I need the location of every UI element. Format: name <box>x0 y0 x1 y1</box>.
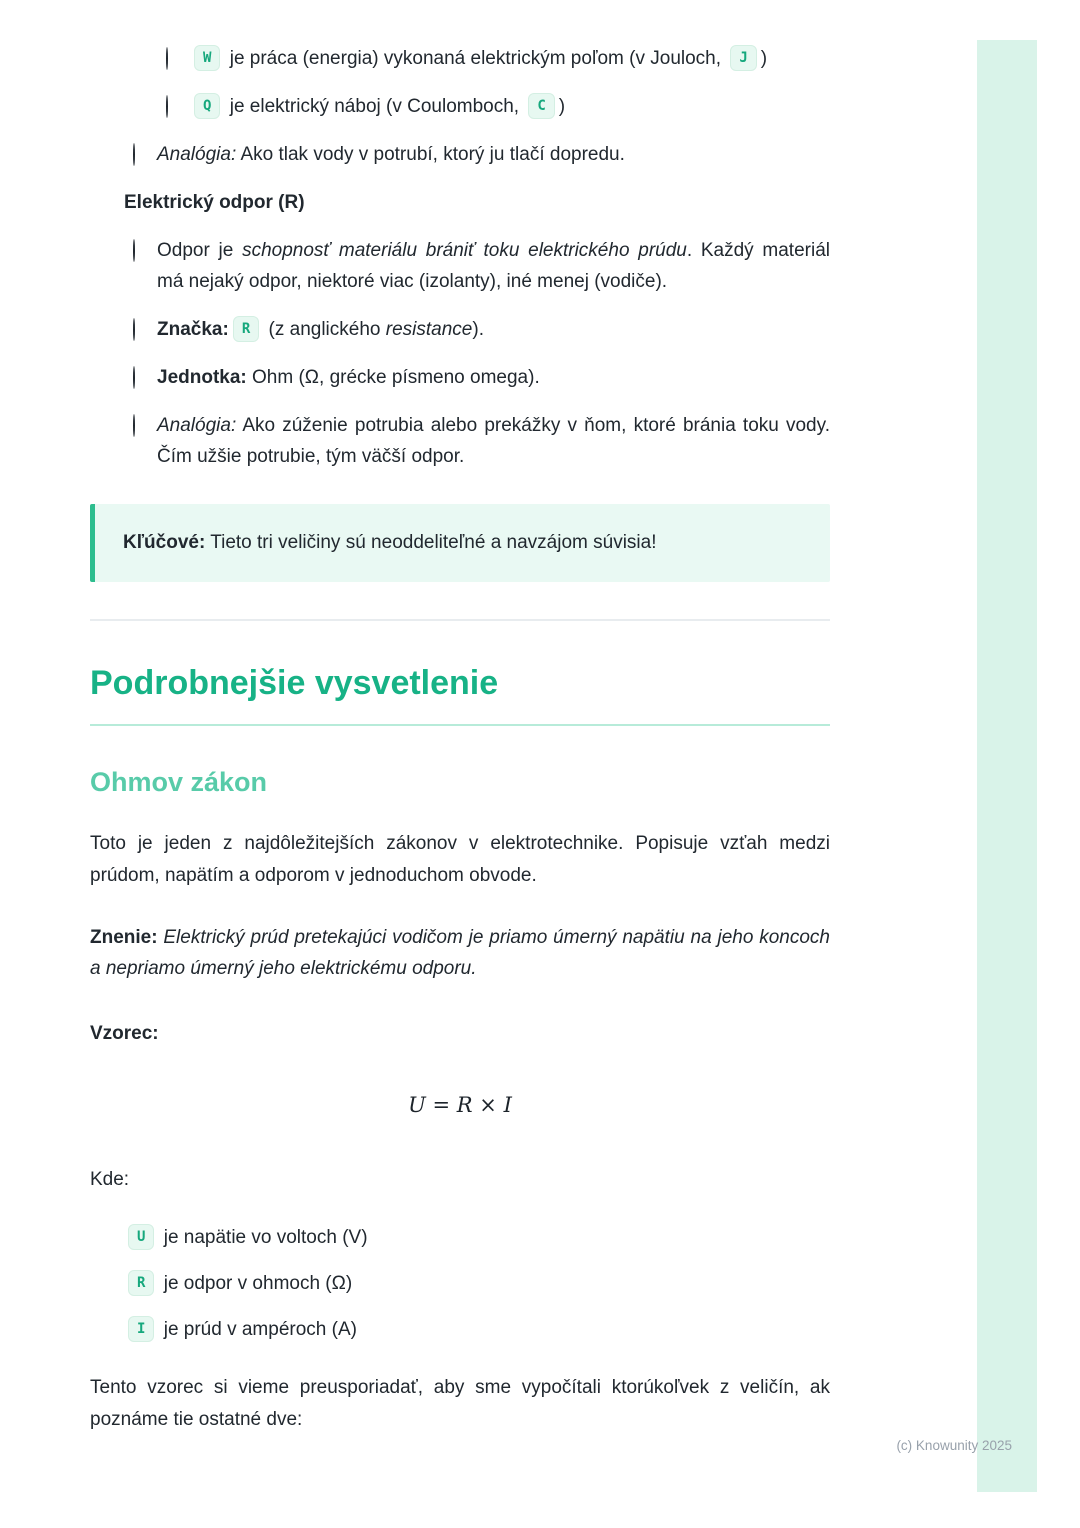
list-item-text <box>124 188 830 219</box>
bullet-disc-icon <box>100 1269 124 1300</box>
znacka-label: Značka: <box>157 318 229 340</box>
text-span: Odpor je <box>157 239 243 261</box>
list-item-charge <box>90 92 830 123</box>
formula-var-i: I <box>503 1092 512 1117</box>
copyright-footer: (c) Knowunity 2025 <box>896 1438 1012 1453</box>
code-badge-j: J <box>730 45 756 71</box>
bullet-circle-icon <box>166 92 190 123</box>
subsection-title: Ohmov zákon <box>90 767 268 798</box>
text-span: je elektrický náboj (v Coulomboch, <box>224 95 525 117</box>
text-span: Ohm (Ω, grécke písmeno omega). <box>246 366 540 388</box>
text-italic: schopnosť materiálu brániť toku elektrického prúdu <box>242 239 687 261</box>
section-title: Podrobnejšie vysvetlenie <box>90 664 830 726</box>
list-item-text <box>124 1269 830 1300</box>
variable-list <box>90 1223 830 1346</box>
bullet-disc-icon <box>100 1223 124 1254</box>
code-badge-q: Q <box>194 93 220 119</box>
list-item-text <box>190 44 830 75</box>
text-span: ) <box>558 95 566 117</box>
text-span: (z anglického <box>263 318 386 340</box>
bullet-circle-icon <box>133 315 157 346</box>
code-badge-w: W <box>194 45 220 71</box>
list-item-analogy-pipe <box>90 411 830 473</box>
paragraph-znenie <box>90 922 830 985</box>
list-item-work <box>90 44 830 75</box>
list-item-znacka <box>90 315 830 346</box>
text-italic: resistance <box>385 318 473 340</box>
list-item-voltage <box>90 1223 830 1254</box>
section-divider <box>90 619 830 621</box>
bullet-circle-icon <box>133 411 157 473</box>
list-item-text <box>157 140 830 171</box>
callout-text: Tieto tri veličiny sú neoddeliteľné a navzájom súvisia! <box>205 531 657 553</box>
list-item-resistance <box>90 1269 830 1300</box>
list-item-odpor-definition <box>90 236 830 298</box>
text-span: Ako tlak vody v potrubí, ktorý ju tlačí dopredu. <box>236 143 625 165</box>
bullet-circle-icon <box>133 236 157 298</box>
text-span: je práca (energia) vykonaná elektrickým poľom (v Jouloch, <box>224 48 727 69</box>
analogy-label: Analógia: <box>157 143 237 165</box>
jednotka-label: Jednotka: <box>157 366 247 388</box>
znenie-label: Znenie: <box>90 926 158 948</box>
formula-ohms-law <box>90 1093 830 1117</box>
paragraph-vzorec-label <box>90 1018 830 1049</box>
decorative-side-strip <box>977 40 1037 1492</box>
text-span: Ako zúženie potrubia alebo prekážky v ňom, ktoré bránia toku vody. Čím užšie potrubie, tým väčší odpor. <box>157 414 830 467</box>
list-item-resistance-heading <box>90 188 830 219</box>
code-badge-i: I <box>128 1316 154 1342</box>
document-content <box>90 0 830 1435</box>
code-badge-r2: R <box>128 1270 154 1296</box>
list-item-text <box>190 92 830 123</box>
code-badge-r: R <box>233 316 259 342</box>
text-span: je prúd v ampéroch (A) <box>158 1319 357 1341</box>
text-span: je napätie vo voltoch (V) <box>158 1227 368 1249</box>
formula-times: × <box>472 1092 504 1117</box>
formula-var-u: U <box>408 1092 426 1117</box>
bullet-disc-icon <box>100 1315 124 1346</box>
formula-equals: = <box>425 1092 457 1117</box>
bullet-circle-icon <box>133 363 157 394</box>
list-item-text <box>157 236 830 298</box>
list-item-jednotka <box>90 363 830 394</box>
list-item-text <box>124 1223 830 1254</box>
text-span: ). <box>472 318 484 340</box>
list-item-text <box>157 411 830 473</box>
bullet-circle-icon <box>133 140 157 171</box>
list-item-text <box>157 315 830 346</box>
vzorec-label: Vzorec: <box>90 1022 159 1044</box>
code-badge-u: U <box>128 1224 154 1250</box>
paragraph-kde: Kde: <box>90 1168 130 1190</box>
bullet-disc-icon <box>100 188 124 219</box>
list-item-analogy-pressure <box>90 140 830 171</box>
text-span: je odpor v ohmoch (Ω) <box>158 1273 353 1295</box>
callout-label: Kľúčové: <box>123 531 206 553</box>
code-badge-c: C <box>528 93 554 119</box>
resistance-heading: Elektrický odpor (R) <box>124 191 305 213</box>
text-span: ) <box>760 48 768 69</box>
text-span: . Každý materiál má nejaký odpor, niektoré viac (izolanty), iné menej (vodiče). <box>157 239 830 292</box>
znenie-text: Elektrický prúd pretekajúci vodičom je priamo úmerný napätiu na jeho koncoch a nepriamo úmerný jeho elektrickému odporu. <box>90 926 830 980</box>
paragraph-rearrange: Tento vzorec si vieme preusporiadať, aby sme vypočítali ktorúkoľvek z veličín, ak poznáme tie ostatné dve: <box>90 1377 830 1430</box>
paragraph-intro: Toto je jeden z najdôležitejších zákonov v elektrotechnike. Popisuje vzťah medzi prúdom, napätím a odporom v jednoduchom obvode. <box>90 833 830 886</box>
formula-var-r: R <box>456 1092 473 1117</box>
list-item-text <box>124 1315 830 1346</box>
bullet-circle-icon <box>166 44 190 75</box>
analogy-label: Analógia: <box>157 414 237 436</box>
key-callout <box>90 504 830 583</box>
list-item-text <box>157 363 830 394</box>
list-item-current <box>90 1315 830 1346</box>
